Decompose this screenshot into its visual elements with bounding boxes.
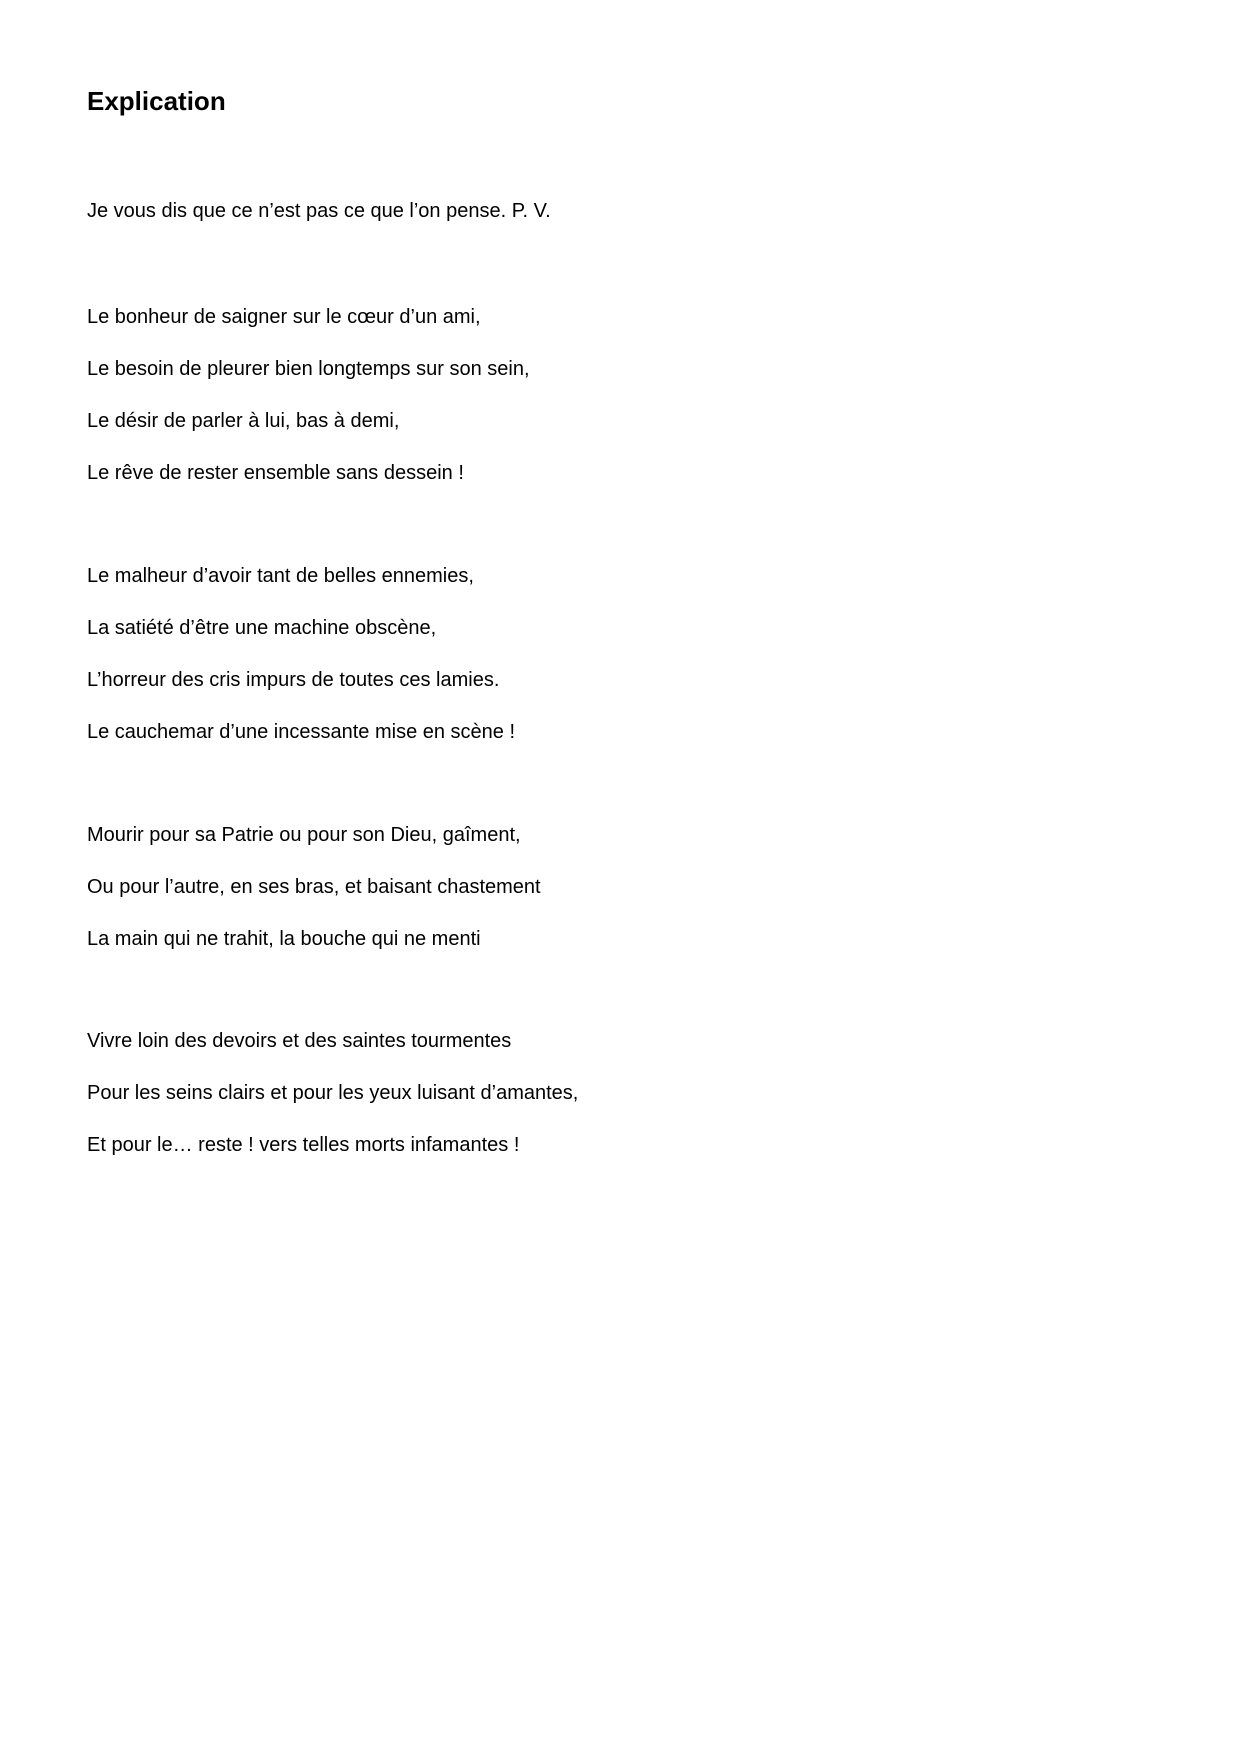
epigraph: Je vous dis que ce n’est pas ce que l’on pense. P. V. bbox=[87, 200, 551, 222]
verse-line: La satiété d’être une machine obscène, bbox=[87, 617, 437, 639]
verse-line: Le rêve de rester ensemble sans dessein ! bbox=[87, 462, 464, 484]
verse-line: Le bonheur de saigner sur le cœur d’un ami, bbox=[87, 306, 481, 328]
poem-title: Explication bbox=[87, 86, 226, 116]
verse-line: L’horreur des cris impurs de toutes ces lamies. bbox=[87, 669, 500, 691]
verse-line: Mourir pour sa Patrie ou pour son Dieu, gaîment, bbox=[87, 824, 521, 846]
verse-line: Pour les seins clairs et pour les yeux luisant d’amantes, bbox=[87, 1082, 579, 1104]
verse-line: La main qui ne trahit, la bouche qui ne menti bbox=[87, 928, 481, 950]
verse-line: Le désir de parler à lui, bas à demi, bbox=[87, 410, 400, 432]
verse-line: Le malheur d’avoir tant de belles ennemies, bbox=[87, 565, 474, 587]
verse-line: Vivre loin des devoirs et des saintes tourmentes bbox=[87, 1030, 512, 1052]
verse-line: Et pour le… reste ! vers telles morts infamantes ! bbox=[87, 1134, 520, 1156]
verse-line: Ou pour l’autre, en ses bras, et baisant chastement bbox=[87, 876, 541, 898]
verse-line: Le besoin de pleurer bien longtemps sur son sein, bbox=[87, 358, 530, 380]
verse-line: Le cauchemar d’une incessante mise en scène ! bbox=[87, 721, 516, 743]
